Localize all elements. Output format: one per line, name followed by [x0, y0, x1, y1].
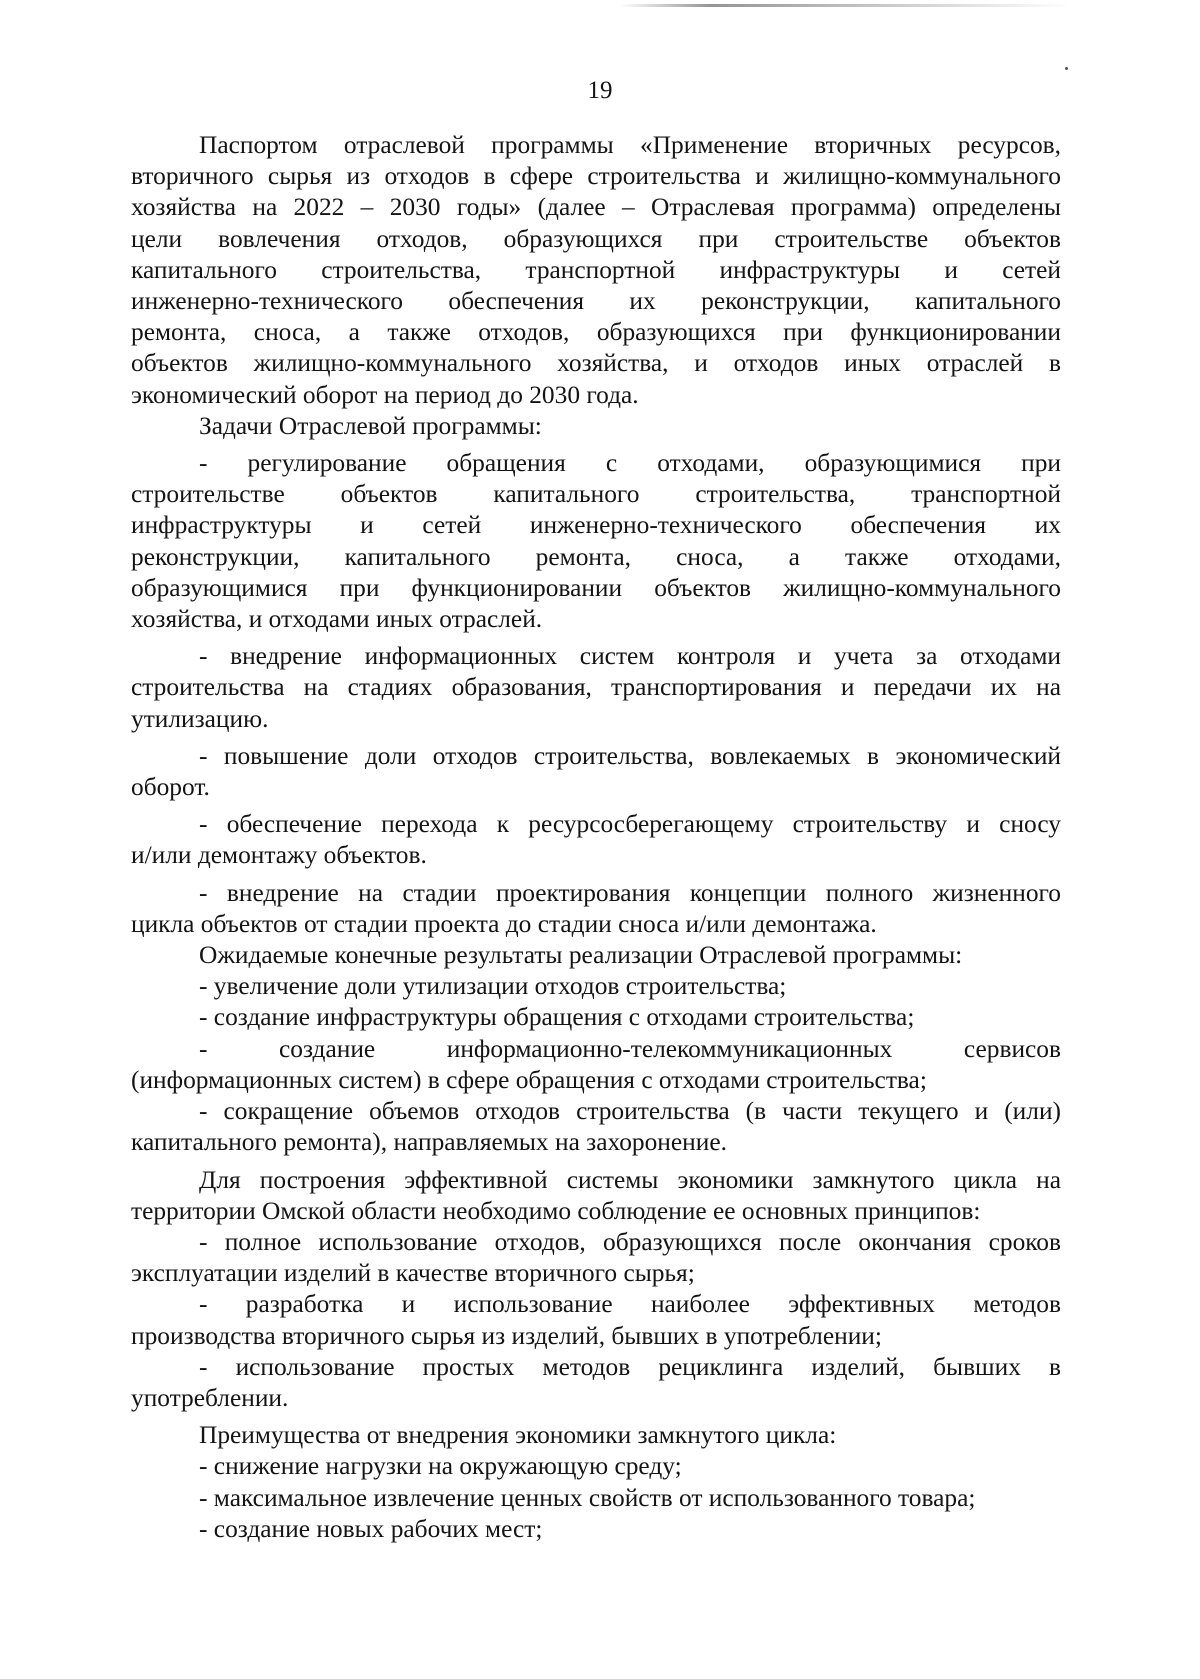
list-item-line: капитального ремонта), направляемых на захоронение. — [131, 1128, 727, 1157]
list-item-line: цикла объектов от стадии проекта до стадии сноса и/или демонтажа. — [131, 909, 877, 938]
list-item: - обеспечение перехода к ресурсосберегающему строительству и сносу — [199, 810, 1061, 839]
list-item: - полное использование отходов, образующихся после окончания сроков — [199, 1227, 1061, 1256]
section-heading: Ожидаемые конечные результаты реализации Отраслевой программы: — [199, 941, 963, 970]
paragraph-line: объектов жилищно-коммунального хозяйства, и отходов иных отраслей в — [131, 349, 1061, 378]
list-item-line: строительстве объектов капитального строительства, транспортной — [131, 480, 1061, 509]
list-item: - регулирование обращения с отходами, образующимися при — [199, 449, 1061, 478]
list-item-line: инфраструктуры и сетей инженерно-технического обеспечения их — [131, 511, 1061, 540]
list-item: - увеличение доли утилизации отходов строительства; — [199, 972, 787, 1001]
list-item: - сокращение объемов отходов строительства (в части текущего и (или) — [199, 1097, 1061, 1126]
paragraph-line: Для построения эффективной системы экономики замкнутого цикла на — [199, 1165, 1061, 1194]
paragraph-line: вторичного сырья из отходов в сфере строительства и жилищно-коммунального — [131, 162, 1061, 191]
list-item-line: употреблении. — [131, 1383, 289, 1412]
list-item-line: строительства на стадиях образования, транспортирования и передачи их на — [131, 673, 1061, 702]
list-item-line: утилизацию. — [131, 704, 269, 733]
paragraph-line: хозяйства на 2022 – 2030 годы» (далее – Отраслевая программа) определены — [131, 193, 1061, 222]
list-item-line: хозяйства, и отходами иных отраслей. — [131, 605, 543, 634]
paragraph-line: экономический оборот на период до 2030 года. — [131, 380, 639, 409]
list-item-line: и/или демонтажу объектов. — [131, 841, 427, 870]
list-item-line: (информационных систем) в сфере обращения с отходами строительства; — [131, 1065, 927, 1094]
body-text — [131, 130, 1061, 1545]
list-item-line: образующимися при функционировании объектов жилищно-коммунального — [131, 573, 1061, 602]
list-item: - создание информационно-телекоммуникационных сервисов — [199, 1034, 1061, 1063]
list-item: - использование простых методов рециклинга изделий, бывших в — [199, 1352, 1061, 1381]
list-item-line: реконструкции, капитального ремонта, сноса, а также отходами, — [131, 542, 1061, 571]
list-item-line: производства вторичного сырья из изделий, бывших в употреблении; — [131, 1321, 882, 1350]
paragraph-line: инженерно-технического обеспечения их реконструкции, капитального — [131, 287, 1061, 316]
list-item: - внедрение информационных систем контроля и учета за отходами — [199, 642, 1061, 671]
section-heading: Преимущества от внедрения экономики замкнутого цикла: — [199, 1421, 837, 1450]
list-item: - максимальное извлечение ценных свойств от использованного товара; — [199, 1483, 976, 1512]
paragraph-line: капитального строительства, транспортной инфраструктуры и сетей — [131, 255, 1061, 284]
page-number: 19 — [587, 77, 613, 104]
list-item: - повышение доли отходов строительства, вовлекаемых в экономический — [199, 741, 1061, 770]
scan-dot — [1065, 67, 1068, 70]
scan-artifact — [620, 4, 1070, 7]
list-item-line: эксплуатации изделий в качестве вторичного сырья; — [131, 1259, 695, 1288]
paragraph-line: территории Омской области необходимо соблюдение ее основных принципов: — [131, 1196, 981, 1225]
section-heading: Задачи Отраслевой программы: — [199, 411, 542, 440]
list-item-line: оборот. — [131, 773, 210, 802]
list-item: - снижение нагрузки на окружающую среду; — [199, 1452, 682, 1481]
paragraph-line: цели вовлечения отходов, образующихся при строительстве объектов — [131, 224, 1061, 253]
list-item: - создание инфраструктуры обращения с отходами строительства; — [199, 1003, 915, 1032]
list-item: - внедрение на стадии проектирования концепции полного жизненного — [199, 878, 1061, 907]
list-item: - разработка и использование наиболее эффективных методов — [199, 1290, 1061, 1319]
paragraph-line: Паспортом отраслевой программы «Применение вторичных ресурсов, — [199, 131, 1061, 159]
paragraph-line: ремонта, сноса, а также отходов, образующихся при функционировании — [131, 318, 1061, 347]
list-item: - создание новых рабочих мест; — [199, 1514, 543, 1543]
